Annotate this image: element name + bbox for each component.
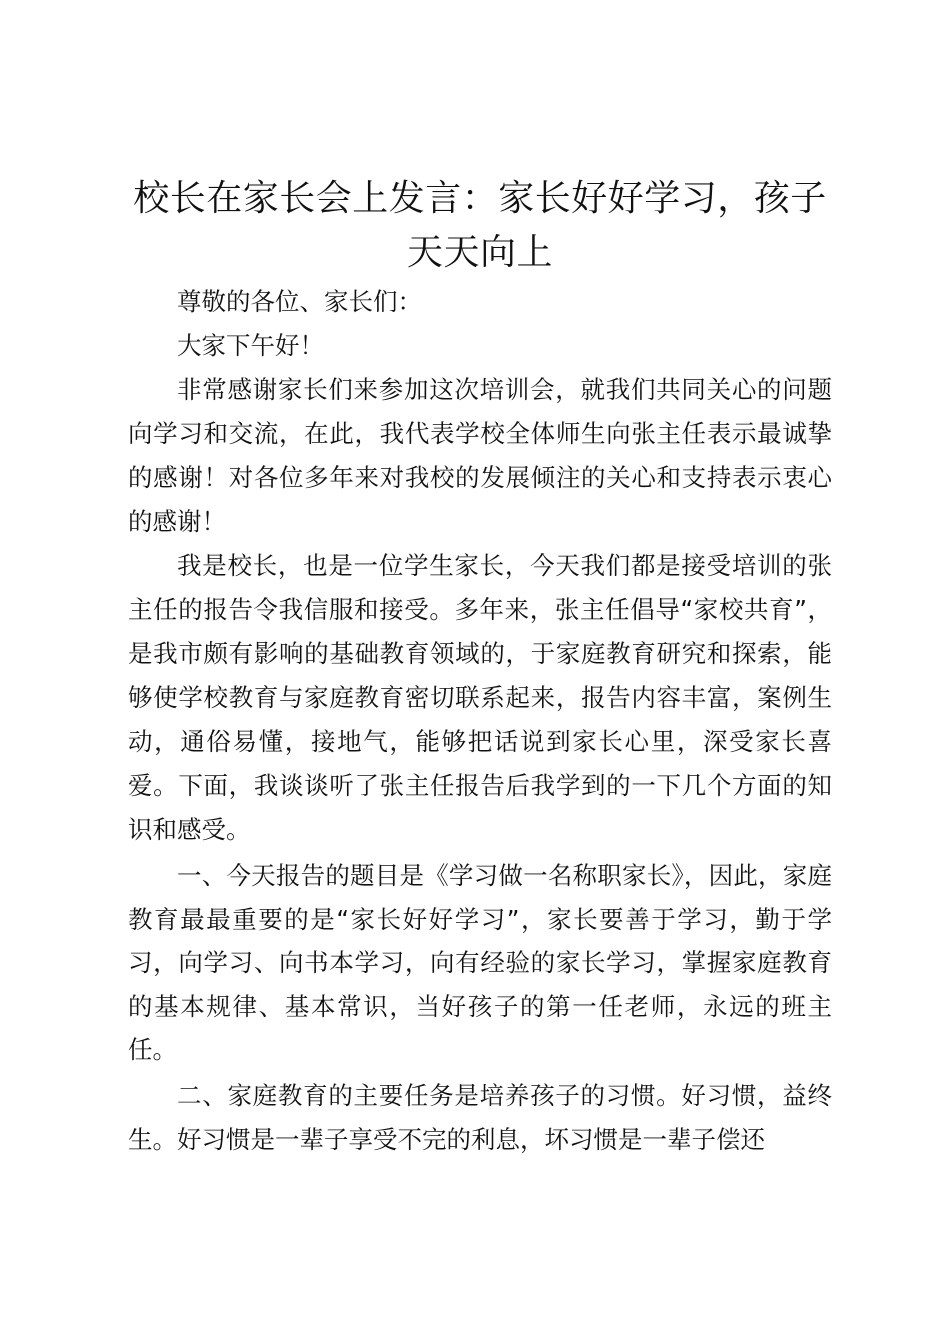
document-body	[128, 280, 832, 1162]
point-two-paragraph: 二、家庭教育的主要任务是培养孩子的习惯。好习惯，益终生。好习惯是一辈子享受不完的利息，坏习惯是一辈子偿还	[128, 1080, 832, 1154]
introduction-paragraph: 我是校长，也是一位学生家长，今天我们都是接受培训的张主任的报告令我信服和接受。多年来，张主任倡导“家校共育”，是我市颇有影响的基础教育领域的，于家庭教育研究和探索，能够使学校教育与家庭教育密切联系起来，报告内容丰富，案例生动，通俗易懂，接地气，能够把话说到家长心里，深受家长喜爱。下面，我谈谈听了张主任报告后我学到的一下几个方面的知识和感受。	[128, 551, 832, 844]
greeting-paragraph: 大家下午好！	[177, 331, 324, 360]
point-one-paragraph: 一、今天报告的题目是《学习做一名称职家长》，因此，家庭教育最最重要的是“家长好好学习”，家长要善于学习，勤于学习，向学习、向书本学习，向有经验的家长学习，掌握家庭教育的基本规律、基本常识，当好孩子的第一任老师，永远的班主任。	[128, 861, 832, 1064]
salutation-paragraph: 尊敬的各位、家长们：	[177, 287, 422, 316]
document-title: 校长在家长会上发言：家长好好学习，孩子天天向上	[133, 178, 827, 273]
thanks-paragraph: 非常感谢家长们来参加这次培训会，就我们共同关心的问题向学习和交流，在此，我代表学校全体师生向张主任表示最诚挚的感谢！对各位多年来对我校的发展倾注的关心和支持表示衷心的感谢！	[128, 375, 832, 536]
